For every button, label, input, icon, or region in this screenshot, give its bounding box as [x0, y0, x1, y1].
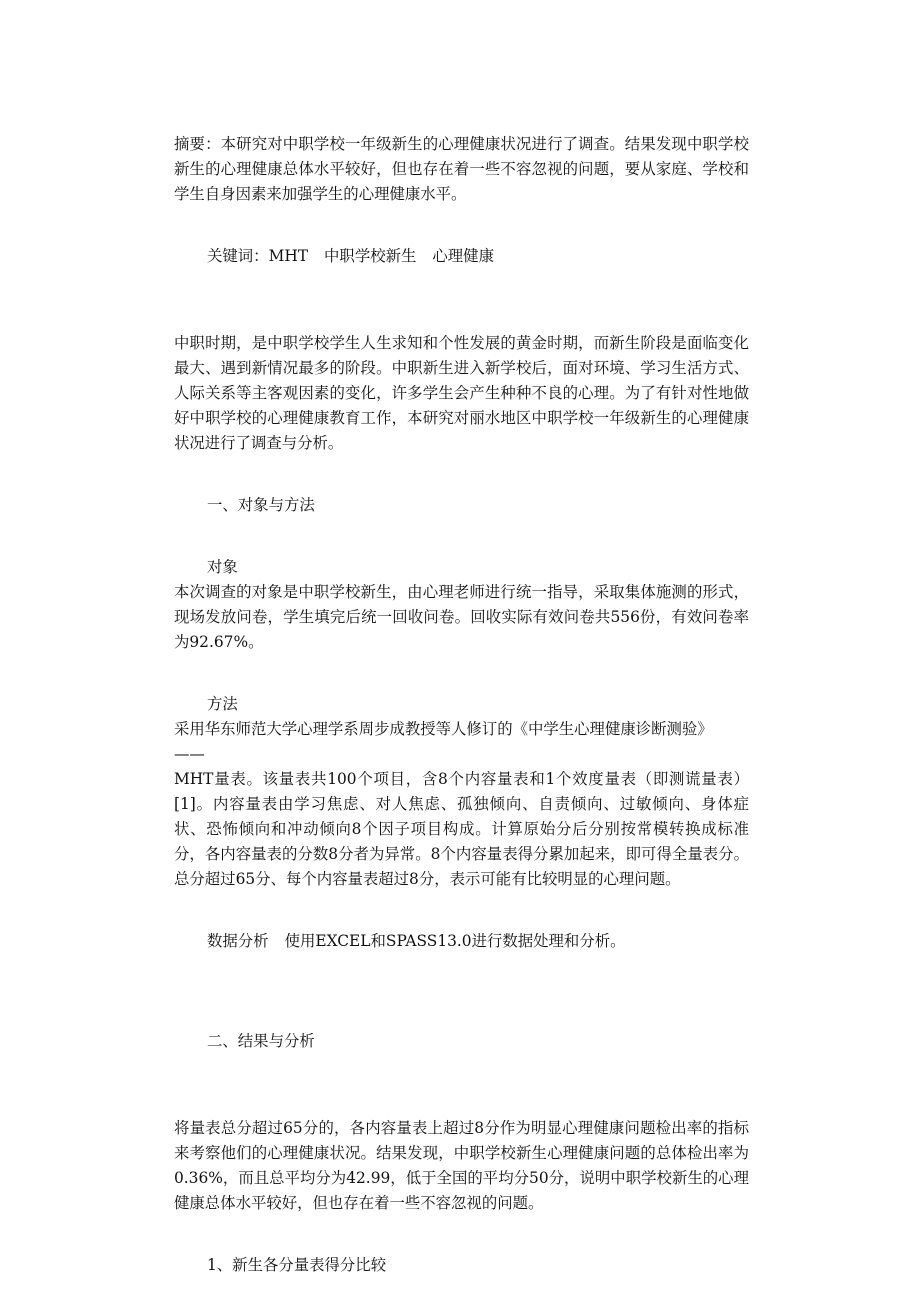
method-heading: 方法 [207, 695, 238, 713]
analysis-text: 使用EXCEL和SPASS13.0进行数据处理和分析。 [284, 932, 626, 950]
subsection-heading: 1、新生各分量表得分比较 [207, 1256, 387, 1274]
results-paragraph: 将量表总分超过65分的，各内容量表上超过8分作为明显心理健康问题检出率的指标来考察他们的心理健康状况。结果发现，中职学校新生心理健康问题的总体检出率为0.36%，而且总平均分为42.99，低于全国的平均分50分，说明中职学校新生的心理健康总体水平较好，但也存在着一些不容忽视的问题。 [174, 1119, 749, 1212]
section1-heading: 一、对象与方法 [207, 496, 315, 514]
intro-paragraph: 中职时期，是中职学校学生人生求知和个性发展的黄金时期，而新生阶段是面临变化最大、遇到新情况最多的阶段。中职新生进入新学校后，面对环境、学习生活方式、人际关系等主客观因素的变化，许多学生会产生种种不良的心理。为了有针对性地做好中职学校的心理健康教育工作，本研究对丽水地区中职学校一年级新生的心理健康状况进行了调查与分析。 [174, 334, 749, 452]
keywords-label: 关键词： [207, 247, 269, 265]
keyword-item: MHT [268, 247, 309, 265]
method-line: 采用华东师范大学心理学系周步成教授等人修订的《中学生心理健康诊断测验》 [174, 720, 713, 738]
subject-heading: 对象 [207, 558, 238, 576]
keyword-item: 心理健康 [432, 247, 494, 265]
section2-heading: 二、结果与分析 [207, 1032, 315, 1050]
document-page [174, 132, 749, 1278]
abstract-paragraph: 摘要：本研究对中职学校一年级新生的心理健康状况进行了调查。结果发现中职学校新生的心理健康总体水平较好，但也存在着一些不容忽视的问题，要从家庭、学校和学生自身因素来加强学生的心理健康水平。 [174, 135, 749, 203]
subject-paragraph: 本次调查的对象是中职学校新生，由心理老师进行统一指导，采取集体施测的形式，现场发放问卷，学生填完后统一回收问卷。回收实际有效问卷共556份，有效问卷率为92.67%。 [174, 583, 749, 651]
keywords-line [174, 244, 749, 269]
analysis-line [174, 929, 749, 954]
keyword-item: 中职学校新生 [324, 247, 417, 265]
method-dash: —— [174, 745, 205, 763]
analysis-label: 数据分析 [207, 932, 269, 950]
method-paragraph: MHT量表。该量表共100个项目，含8个内容量表和1个效度量表（即测谎量表）[1]。内容量表由学习焦虑、对人焦虑、孤独倾向、自责倾向、过敏倾向、身体症状、恐怖倾向和冲动倾向8个因子项目构成。计算原始分后分别按常模转换成标准分，各内容量表的分数8分者为异常。8个内容量表得分累加起来，即可得全量表分。总分超过65分、每个内容量表超过8分，表示可能有比较明显的心理问题。 [174, 770, 749, 888]
